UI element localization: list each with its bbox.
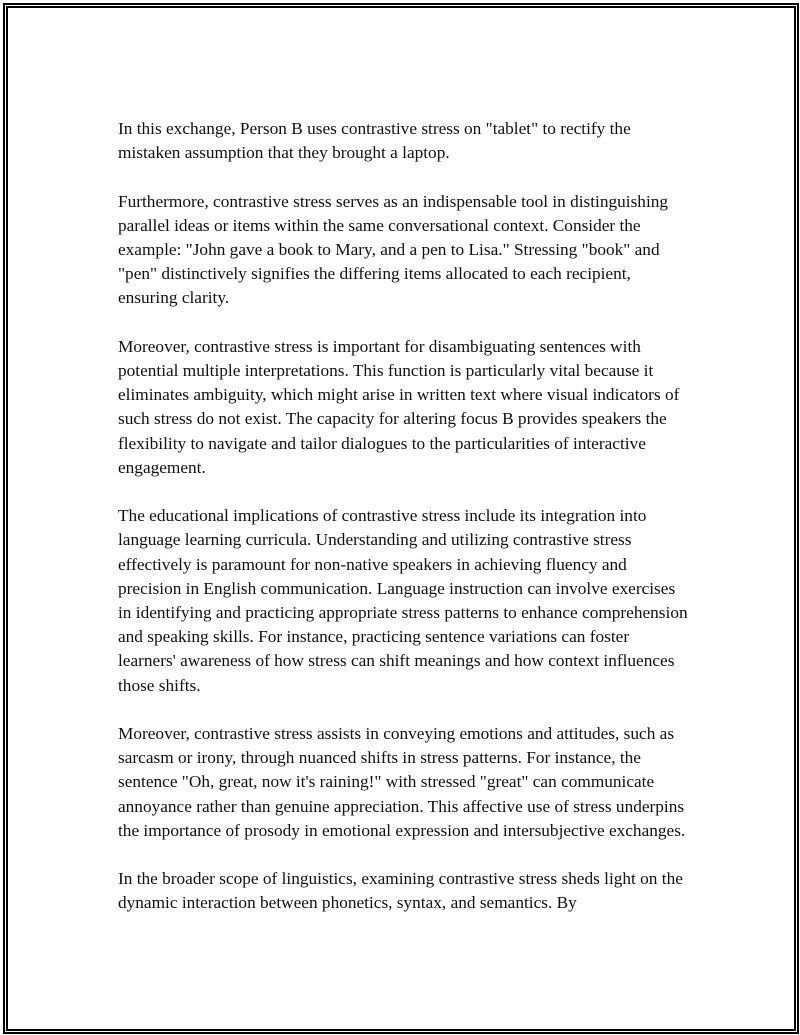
paragraph-broader-scope: In the broader scope of linguistics, examining contrastive stress sheds light on the dynamic interaction between phonetics, syntax, and semantics. By — [118, 869, 683, 913]
paragraph-parallel-ideas: Furthermore, contrastive stress serves as an indispensable tool in distinguishing parallel ideas or items within the same conversational context. Consider the example: "John gave a book to Mary, and a pen to Lisa." Stressing "book" and "pen" distinctively signifies the differing items allocated to each recipient, ensuring clarity. — [118, 191, 669, 308]
document-body — [118, 117, 690, 916]
paragraph-emotions-attitudes: Moreover, contrastive stress assists in conveying emotions and attitudes, such as sarcasm or irony, through nuanced shifts in stress patterns. For instance, the sentence "Oh, great, now it's raining!" with stressed "great" can communicate annoyance rather than genuine appreciation. This affective use of stress underpins the importance of prosody in emotional expression and intersubjective exchanges. — [118, 724, 686, 840]
paragraph-educational-implications: The educational implications of contrastive stress include its integration into language learning curricula. Understanding and utilizing contrastive stress effectively is paramount for non-native speakers in achieving fluency and precision in English communication. Language instruction can involve exercises in identifying and practicing appropriate stress patterns to enhance comprehension and speaking skills. For instance, practicing sentence variations can foster learners' awareness of how stress can shift meanings and how context influences those shifts. — [118, 506, 688, 695]
paragraph-tablet-correction: In this exchange, Person B uses contrastive stress on "tablet" to rectify the mistaken assumption that they brought a laptop. — [118, 119, 631, 163]
paragraph-disambiguation: Moreover, contrastive stress is important for disambiguating sentences with potential multiple interpretations. This function is particularly vital because it eliminates ambiguity, which might arise in written text where visual indicators of such stress do not exist. The capacity for altering focus B provides speakers the flexibility to navigate and tailor dialogues to the particularities of interactive engagement. — [118, 336, 680, 477]
